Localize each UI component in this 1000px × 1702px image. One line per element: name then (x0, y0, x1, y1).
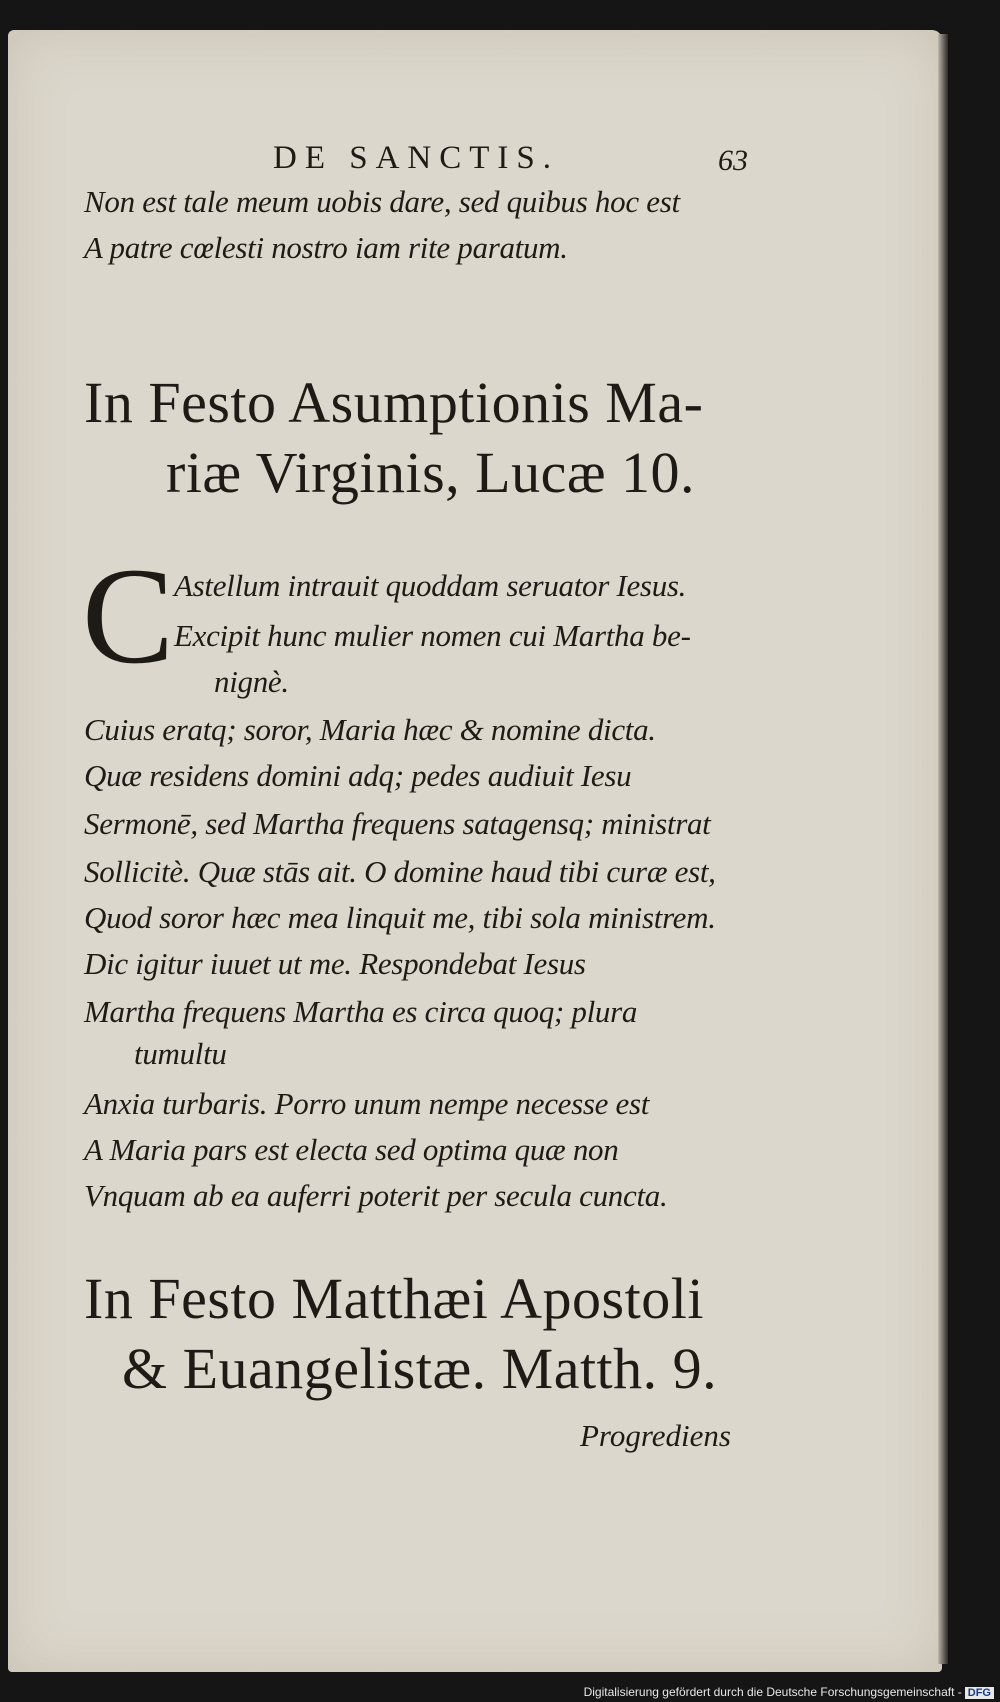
page-number: 63 (718, 144, 748, 177)
page-content (8, 0, 942, 1702)
page-header (8, 140, 942, 180)
title-line: In Festo Matthæi Apostoli (84, 1266, 704, 1331)
verse-line: Sermonē, sed Martha frequens satagensq; ministrat (84, 806, 711, 841)
drop-cap: C (82, 539, 175, 692)
verse-line: nignè. (214, 664, 289, 699)
catchword: Progrediens (580, 1418, 731, 1453)
digitization-credit (584, 1685, 994, 1699)
verse-line: Martha frequens Martha es circa quoq; plura (84, 994, 638, 1029)
section-title-assumption (84, 368, 824, 508)
running-head: DE SANCTIS. (273, 140, 560, 176)
verse-line: A patre cœlesti nostro iam rite paratum. (84, 230, 568, 265)
verse-line: Excipit hunc mulier nomen cui Martha be- (174, 618, 691, 653)
verse-line: Quæ residens domini adq; pedes audiuit Iesu (84, 758, 632, 793)
section-title-matthew (84, 1264, 824, 1404)
verse-line: A Maria pars est electa sed optima quæ non (84, 1132, 619, 1167)
verse-line: Astellum intrauit quoddam seruator Iesus. (174, 568, 687, 603)
verse-line: Vnquam ab ea auferri poterit per secula cuncta. (84, 1178, 668, 1213)
verse-line: tumultu (134, 1036, 227, 1071)
credit-text: Digitalisierung gefördert durch die Deutsche Forschungsgemeinschaft - (583, 1685, 962, 1699)
verse-line: Cuius eratq; soror, Maria hæc & nomine dicta. (84, 712, 656, 747)
verse-line: Dic igitur iuuet ut me. Respondebat Iesus (84, 946, 586, 981)
title-line: riæ Virginis, Lucæ 10. (166, 440, 696, 505)
title-line: & Euangelistæ. Matth. 9. (122, 1336, 718, 1401)
title-line: In Festo Asumptionis Ma- (84, 370, 704, 435)
verse-line: Quod soror hæc mea linquit me, tibi sola ministrem. (84, 900, 716, 935)
verse-line: Anxia turbaris. Porro unum nempe necesse est (84, 1086, 650, 1121)
dfg-logo: DFG (965, 1687, 994, 1699)
verse-line: Non est tale meum uobis dare, sed quibus hoc est (84, 184, 680, 219)
verse-line: Sollicitè. Quæ stās ait. O domine haud tibi curæ est, (84, 854, 716, 889)
